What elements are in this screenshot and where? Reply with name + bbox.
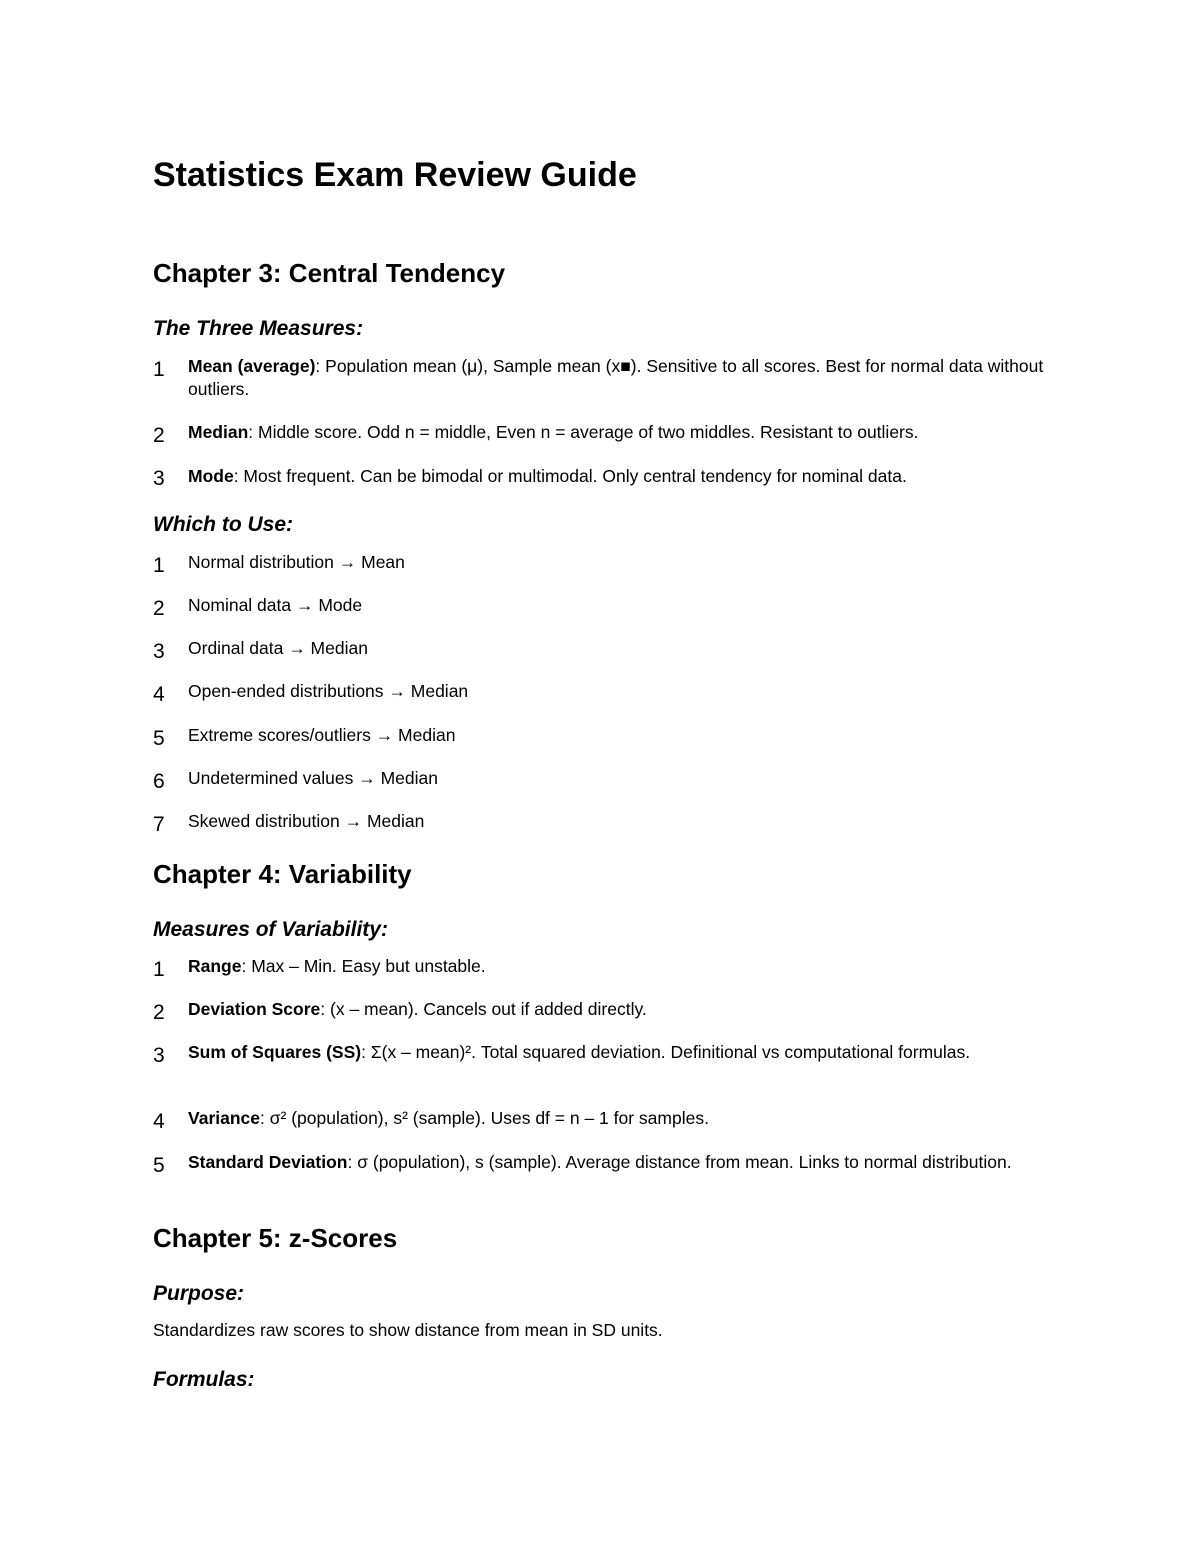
three-measures-heading: The Three Measures: <box>153 317 364 340</box>
term-median: Median <box>188 422 249 442</box>
term-mode: Mode <box>188 466 234 486</box>
list-number: 6 <box>153 770 165 793</box>
list-number: 3 <box>153 1044 165 1067</box>
list-number: 2 <box>153 1001 165 1024</box>
list-item: Undetermined values → Median <box>188 768 438 788</box>
term-deviation-score: Deviation Score <box>188 999 321 1019</box>
measures-of-variability-heading: Measures of Variability: <box>153 918 388 941</box>
list-item-variance <box>188 1107 1058 1130</box>
list-number: 4 <box>153 1110 165 1133</box>
list-item: Normal distribution → Mean <box>188 552 405 572</box>
item-text: : Max – Min. Easy but unstable. <box>241 956 486 976</box>
chapter-3-heading: Chapter 3: Central Tendency <box>153 258 506 288</box>
list-item: Extreme scores/outliers → Median <box>188 725 456 745</box>
chapter-4-heading: Chapter 4: Variability <box>153 859 412 889</box>
formulas-heading: Formulas: <box>153 1368 255 1391</box>
item-text: : σ (population), s (sample). Average distance from mean. Links to normal distribution. <box>347 1152 1012 1172</box>
list-item: Nominal data → Mode <box>188 595 363 615</box>
term-sum-of-squares: Sum of Squares (SS) <box>188 1042 362 1062</box>
term-range: Range <box>188 956 242 976</box>
term-standard-deviation: Standard Deviation <box>188 1152 348 1172</box>
list-item-mode <box>188 465 1058 488</box>
item-text: : Most frequent. Can be bimodal or multimodal. Only central tendency for nominal data. <box>233 466 907 486</box>
term-variance: Variance <box>188 1108 260 1128</box>
list-item-standard-deviation <box>188 1151 1058 1174</box>
list-number: 2 <box>153 424 165 447</box>
item-text: : σ² (population), s² (sample). Uses df = n – 1 for samples. <box>260 1108 709 1128</box>
item-text: : Population mean (μ), Sample mean (x■). Sensitive to all scores. Best for normal data without outliers. <box>188 356 1044 399</box>
list-item-range <box>188 955 1058 978</box>
list-item-median <box>188 421 1058 444</box>
list-number: 2 <box>153 597 165 620</box>
list-number: 7 <box>153 813 165 836</box>
list-item-deviation-score <box>188 998 1058 1021</box>
list-number: 1 <box>153 554 165 577</box>
item-text: : Middle score. Odd n = middle, Even n = average of two middles. Resistant to outliers. <box>248 422 919 442</box>
term-mean: Mean (average) <box>188 356 316 376</box>
list-number: 4 <box>153 683 165 706</box>
item-text: : Σ(x – mean)². Total squared deviation. Definitional vs computational formulas. <box>361 1042 971 1062</box>
list-number: 5 <box>153 1154 165 1177</box>
purpose-text: Standardizes raw scores to show distance from mean in SD units. <box>153 1320 663 1340</box>
list-number: 1 <box>153 358 165 381</box>
list-number: 3 <box>153 640 165 663</box>
purpose-heading: Purpose: <box>153 1282 245 1305</box>
document-title: Statistics Exam Review Guide <box>153 156 637 194</box>
list-item: Ordinal data → Median <box>188 638 368 658</box>
chapter-5-heading: Chapter 5: z-Scores <box>153 1223 398 1253</box>
list-number: 5 <box>153 727 165 750</box>
list-number: 3 <box>153 467 165 490</box>
item-text: : (x – mean). Cancels out if added directly. <box>320 999 647 1019</box>
list-item: Skewed distribution → Median <box>188 811 425 831</box>
list-item: Open-ended distributions → Median <box>188 681 469 701</box>
which-to-use-heading: Which to Use: <box>153 513 293 536</box>
list-number: 1 <box>153 958 165 981</box>
list-item-mean <box>188 355 1058 401</box>
list-item-sum-of-squares <box>188 1041 1058 1064</box>
